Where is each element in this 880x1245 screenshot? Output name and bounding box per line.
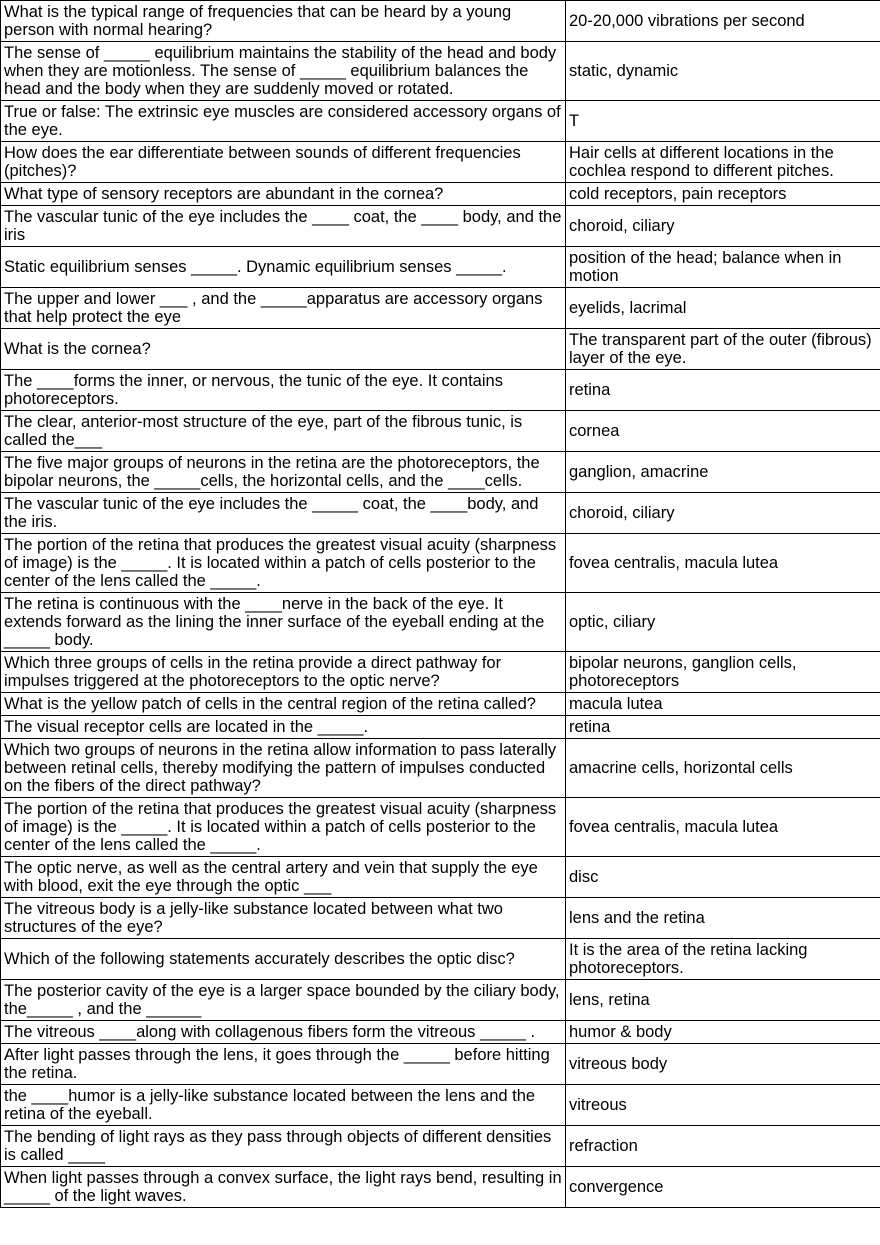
answer-cell: convergence: [566, 1167, 880, 1208]
answer-cell: macula lutea: [566, 693, 880, 716]
question-cell: The upper and lower ___ , and the _____apparatus are accessory organs that help protect the eye: [1, 288, 566, 329]
question-cell: Which three groups of cells in the retina provide a direct pathway for impulses triggered at the photoreceptors to the optic nerve?: [1, 652, 566, 693]
answer-cell: choroid, ciliary: [566, 493, 880, 534]
question-cell: Which of the following statements accurately describes the optic disc?: [1, 939, 566, 980]
answer-cell: lens and the retina: [566, 898, 880, 939]
answer-cell: T: [566, 101, 880, 142]
answer-cell: fovea centralis, macula lutea: [566, 534, 880, 593]
question-cell: The vascular tunic of the eye includes the _____ coat, the ____body, and the iris.: [1, 493, 566, 534]
table-row: [1, 452, 880, 493]
answer-cell: optic, ciliary: [566, 593, 880, 652]
table-row: [1, 980, 880, 1021]
table-row: [1, 1021, 880, 1044]
question-cell: The posterior cavity of the eye is a larger space bounded by the ciliary body, the_____ , and the ______: [1, 980, 566, 1021]
answer-cell: static, dynamic: [566, 42, 880, 101]
question-cell: The sense of _____ equilibrium maintains the stability of the head and body when they are motionless. The sense of _____ equilibrium balances the head and the body when they are suddenly moved or rotated.: [1, 42, 566, 101]
table-row: [1, 1126, 880, 1167]
question-cell: What is the yellow patch of cells in the central region of the retina called?: [1, 693, 566, 716]
answer-cell: retina: [566, 716, 880, 739]
question-cell: The vitreous body is a jelly-like substance located between what two structures of the eye?: [1, 898, 566, 939]
question-cell: The bending of light rays as they pass through objects of different densities is called ____: [1, 1126, 566, 1167]
table-row: [1, 652, 880, 693]
table-row: [1, 370, 880, 411]
answer-cell: cornea: [566, 411, 880, 452]
question-cell: What type of sensory receptors are abundant in the cornea?: [1, 183, 566, 206]
answer-cell: lens, retina: [566, 980, 880, 1021]
question-cell: The clear, anterior-most structure of the eye, part of the fibrous tunic, is called the___: [1, 411, 566, 452]
question-cell: the ____humor is a jelly-like substance located between the lens and the retina of the eyeball.: [1, 1085, 566, 1126]
answer-cell: retina: [566, 370, 880, 411]
table-row: [1, 206, 880, 247]
table-row: [1, 1, 880, 42]
question-cell: The visual receptor cells are located in the _____.: [1, 716, 566, 739]
table-row: [1, 183, 880, 206]
question-cell: The vitreous ____along with collagenous fibers form the vitreous _____ .: [1, 1021, 566, 1044]
table-row: [1, 329, 880, 370]
table-row: [1, 411, 880, 452]
question-cell: Which two groups of neurons in the retina allow information to pass laterally between retinal cells, thereby modifying the pattern of impulses conducted on the fibers of the direct pathway?: [1, 739, 566, 798]
answer-cell: It is the area of the retina lacking photoreceptors.: [566, 939, 880, 980]
question-cell: The optic nerve, as well as the central artery and vein that supply the eye with blood, exit the eye through the optic ___: [1, 857, 566, 898]
answer-cell: eyelids, lacrimal: [566, 288, 880, 329]
question-cell: When light passes through a convex surface, the light rays bend, resulting in _____ of the light waves.: [1, 1167, 566, 1208]
question-cell: The portion of the retina that produces the greatest visual acuity (sharpness of image) is the _____. It is located within a patch of cells posterior to the center of the lens called the _____.: [1, 798, 566, 857]
answer-cell: position of the head; balance when in motion: [566, 247, 880, 288]
question-cell: True or false: The extrinsic eye muscles are considered accessory organs of the eye.: [1, 101, 566, 142]
table-row: [1, 42, 880, 101]
answer-cell: fovea centralis, macula lutea: [566, 798, 880, 857]
question-cell: Static equilibrium senses _____. Dynamic equilibrium senses _____.: [1, 247, 566, 288]
answer-cell: cold receptors, pain receptors: [566, 183, 880, 206]
answer-cell: ganglion, amacrine: [566, 452, 880, 493]
answer-cell: humor & body: [566, 1021, 880, 1044]
table-row: [1, 142, 880, 183]
table-row: [1, 493, 880, 534]
answer-cell: The transparent part of the outer (fibrous) layer of the eye.: [566, 329, 880, 370]
table-row: [1, 1085, 880, 1126]
table-row: [1, 1167, 880, 1208]
table-row: [1, 247, 880, 288]
table-row: [1, 693, 880, 716]
table-row: [1, 593, 880, 652]
question-cell: The portion of the retina that produces the greatest visual acuity (sharpness of image) is the _____. It is located within a patch of cells posterior to the center of the lens called the _____.: [1, 534, 566, 593]
table-row: [1, 939, 880, 980]
question-cell: The vascular tunic of the eye includes the ____ coat, the ____ body, and the iris: [1, 206, 566, 247]
table-row: [1, 288, 880, 329]
question-cell: The retina is continuous with the ____nerve in the back of the eye. It extends forward as the lining the inner surface of the eyeball ending at the _____ body.: [1, 593, 566, 652]
answer-cell: refraction: [566, 1126, 880, 1167]
table-row: [1, 739, 880, 798]
answer-cell: 20-20,000 vibrations per second: [566, 1, 880, 42]
answer-cell: Hair cells at different locations in the cochlea respond to different pitches.: [566, 142, 880, 183]
question-cell: What is the typical range of frequencies that can be heard by a young person with normal hearing?: [1, 1, 566, 42]
answer-cell: vitreous body: [566, 1044, 880, 1085]
question-cell: The five major groups of neurons in the retina are the photoreceptors, the bipolar neurons, the _____cells, the horizontal cells, and the ____cells.: [1, 452, 566, 493]
table-row: [1, 534, 880, 593]
answer-cell: choroid, ciliary: [566, 206, 880, 247]
table-row: [1, 798, 880, 857]
answer-cell: bipolar neurons, ganglion cells, photoreceptors: [566, 652, 880, 693]
table-row: [1, 857, 880, 898]
question-cell: After light passes through the lens, it goes through the _____ before hitting the retina.: [1, 1044, 566, 1085]
question-cell: What is the cornea?: [1, 329, 566, 370]
question-cell: How does the ear differentiate between sounds of different frequencies (pitches)?: [1, 142, 566, 183]
answer-cell: vitreous: [566, 1085, 880, 1126]
table-row: [1, 101, 880, 142]
answer-cell: disc: [566, 857, 880, 898]
table-row: [1, 898, 880, 939]
table-row: [1, 716, 880, 739]
table-row: [1, 1044, 880, 1085]
question-cell: The ____forms the inner, or nervous, the tunic of the eye. It contains photoreceptors.: [1, 370, 566, 411]
answer-cell: amacrine cells, horizontal cells: [566, 739, 880, 798]
